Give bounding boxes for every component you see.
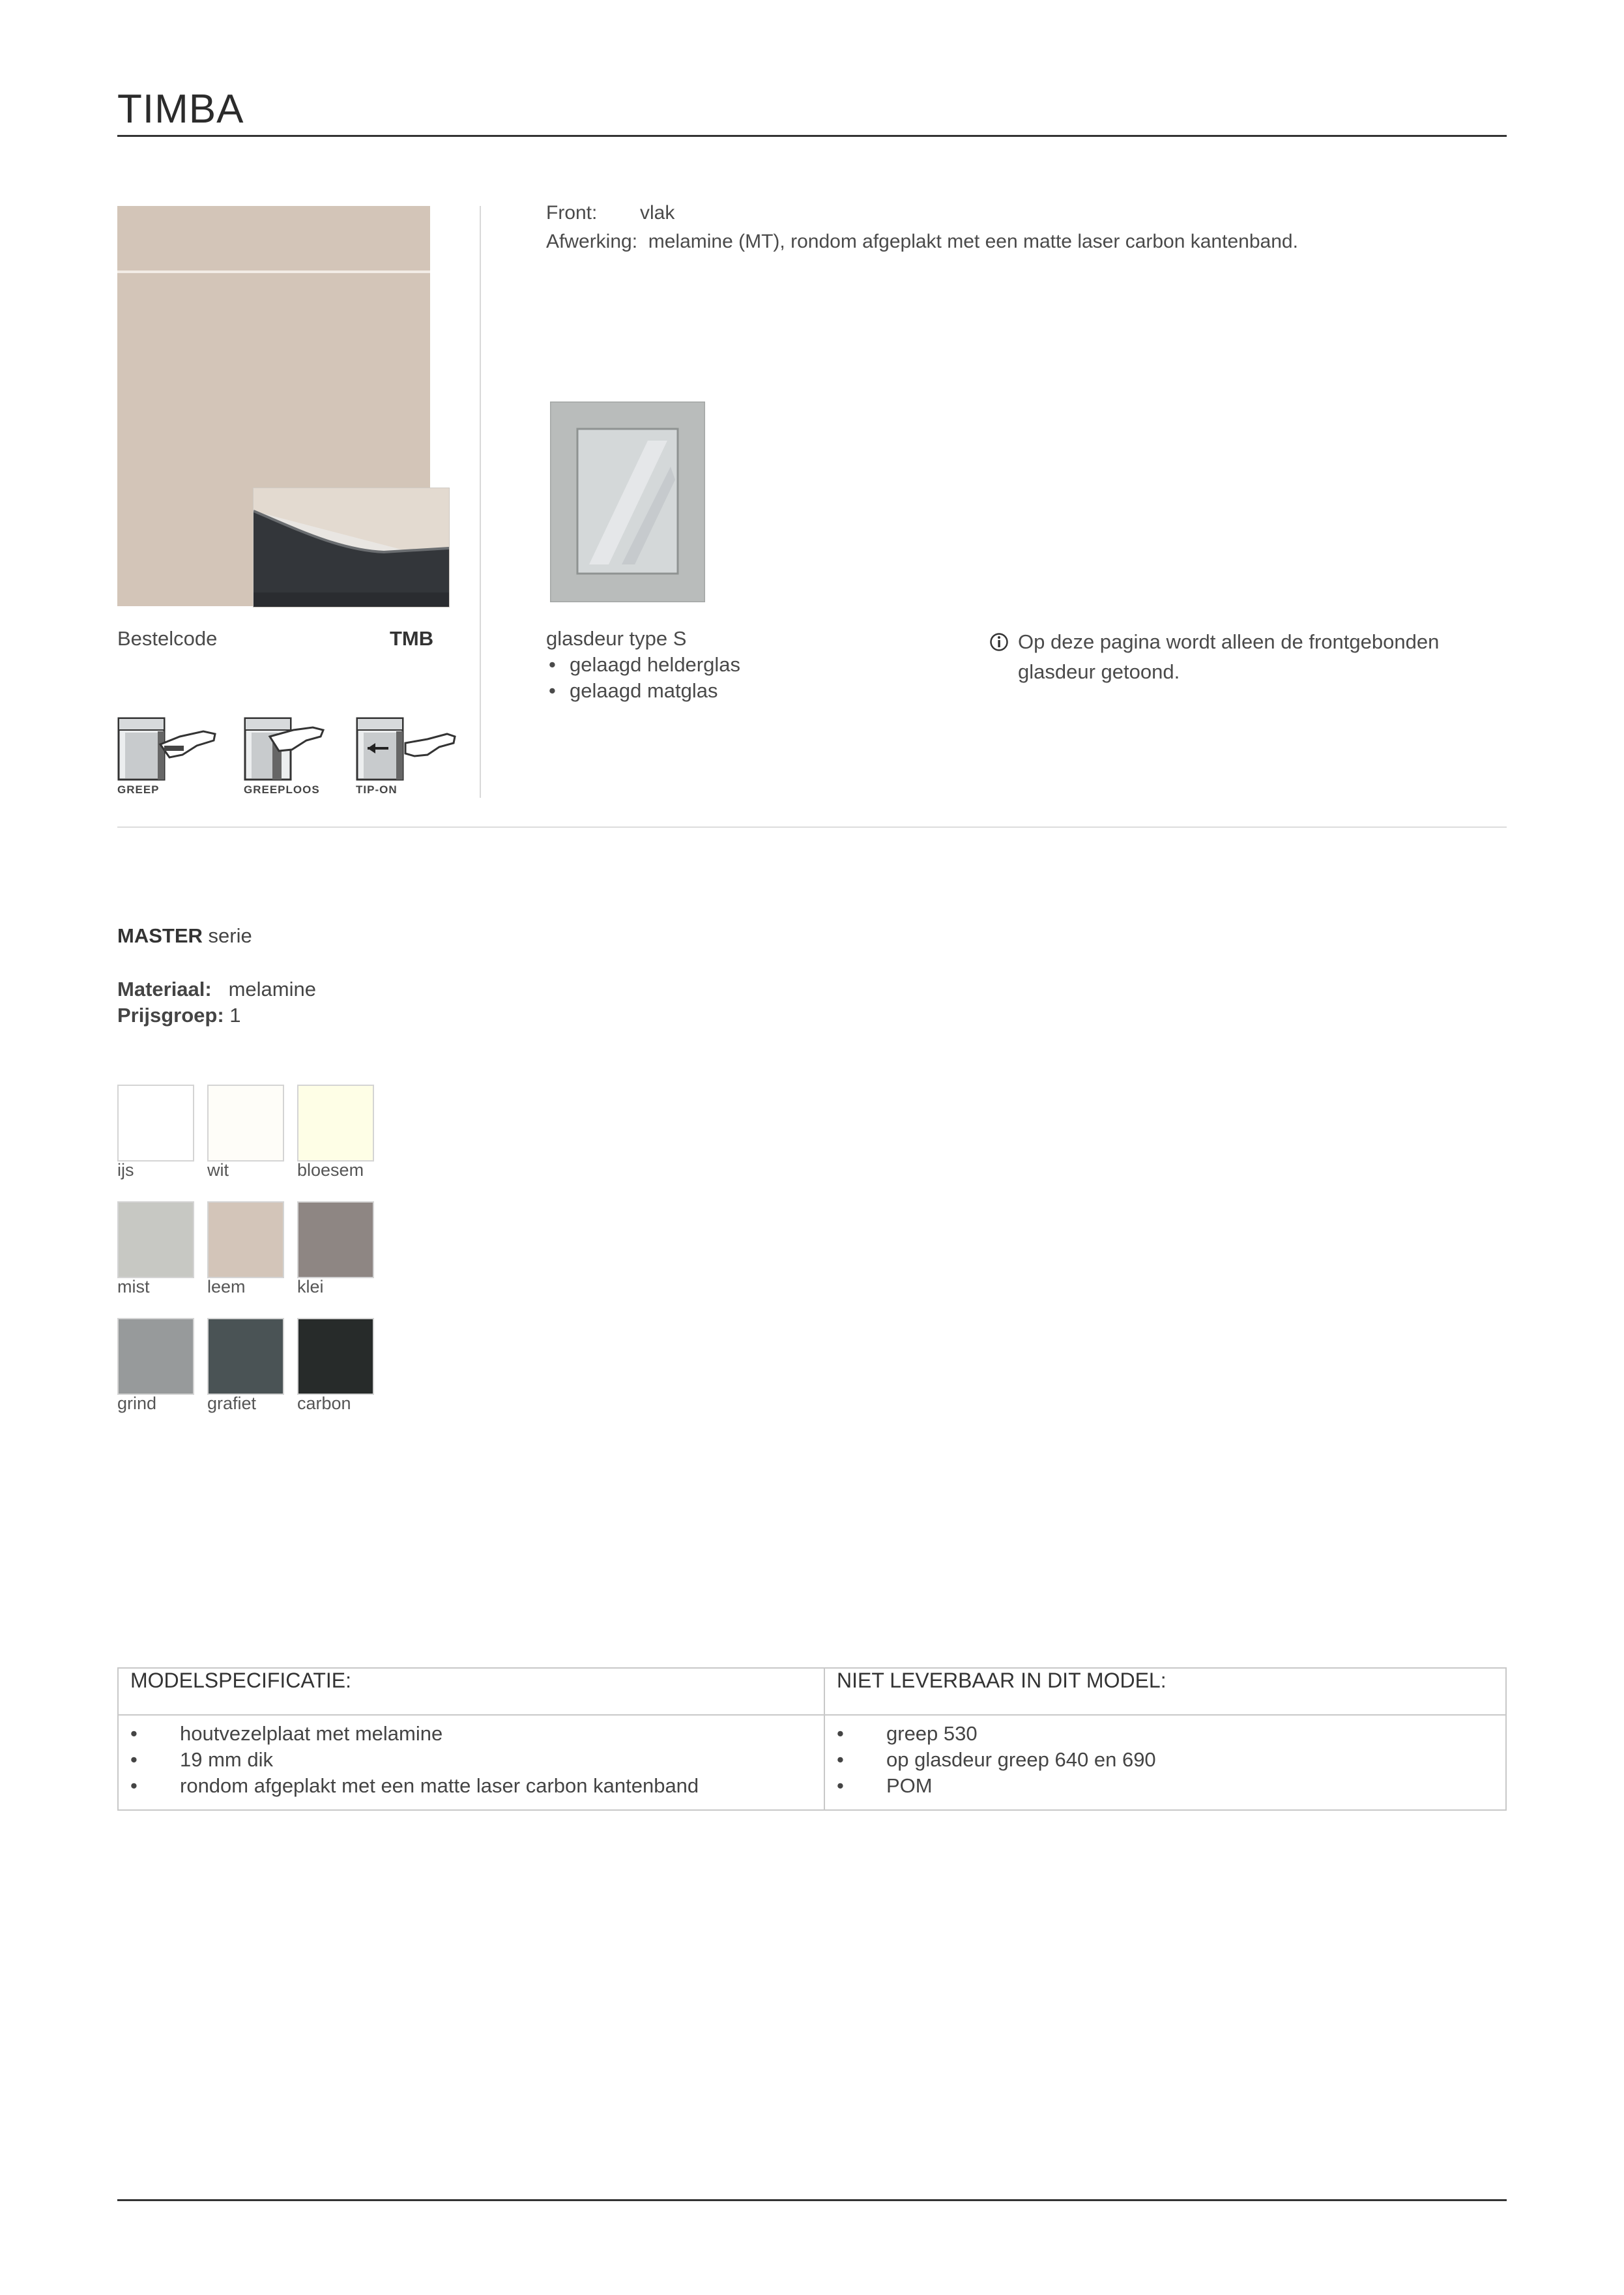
front-sample-groove	[117, 270, 430, 273]
finish-spec	[546, 231, 1298, 253]
color-swatch-label: grafiet	[207, 1394, 257, 1413]
finish-key: Afwerking:	[546, 231, 638, 252]
color-swatch-label: grind	[117, 1394, 157, 1413]
color-swatch-klei	[297, 1201, 374, 1278]
color-swatch-label: mist	[117, 1277, 150, 1296]
color-swatch-grind	[117, 1318, 194, 1395]
color-swatch-ijs	[117, 1085, 194, 1162]
color-swatch-label: ijs	[117, 1160, 134, 1180]
color-swatch-label: leem	[207, 1277, 246, 1296]
price-group-value: 1	[229, 1004, 241, 1027]
not-available-cell	[824, 1715, 1506, 1810]
glass-door-image	[550, 402, 705, 602]
not-available-item: • POM	[825, 1774, 1505, 1800]
color-swatch-label: wit	[207, 1160, 229, 1180]
not-available-item: • op glasdeur greep 640 en 690	[825, 1748, 1505, 1774]
model-spec-item: • rondom afgeplakt met een matte laser carbon kantenband	[119, 1774, 824, 1800]
color-swatch-label: bloesem	[297, 1160, 364, 1180]
info-icon	[989, 632, 1009, 652]
handle-greeploos-label: GREEPLOOS	[244, 783, 320, 796]
glass-option: • gelaagd matglas	[546, 679, 740, 705]
price-group-line	[117, 1004, 241, 1027]
color-swatch-mist	[117, 1201, 194, 1278]
footer-rule	[117, 2199, 1507, 2201]
handle-tip-on-label: TIP-ON	[356, 783, 398, 796]
handle-greeploos-icon	[244, 717, 348, 789]
price-group-key: Prijsgroep:	[117, 1004, 224, 1027]
model-spec-item: • houtvezelplaat met melamine	[119, 1722, 824, 1748]
column-separator	[480, 206, 481, 798]
header-rule	[117, 135, 1507, 137]
material-value: melamine	[228, 978, 316, 1001]
color-swatch-grafiet	[207, 1318, 284, 1395]
model-spec-item: • 19 mm dik	[119, 1748, 824, 1774]
color-swatch-wit	[207, 1085, 284, 1162]
section-divider	[117, 826, 1507, 828]
color-swatch-label: carbon	[297, 1394, 351, 1413]
series-suffix: serie	[208, 924, 252, 947]
color-swatch-bloesem	[297, 1085, 374, 1162]
front-key: Front:	[546, 202, 598, 224]
color-swatch-leem	[207, 1201, 284, 1278]
model-spec-header: MODELSPECIFICATIE:	[118, 1668, 824, 1715]
order-code-label: Bestelcode	[117, 627, 218, 650]
series-name: MASTER	[117, 924, 203, 947]
glass-option: • gelaagd helderglas	[546, 653, 740, 679]
front-value: vlak	[640, 202, 675, 224]
color-swatch-carbon	[297, 1318, 374, 1395]
model-spec-cell	[118, 1715, 824, 1810]
material-line	[117, 978, 316, 1001]
page-title: TIMBA	[117, 87, 244, 132]
not-available-header: NIET LEVERBAAR IN DIT MODEL:	[824, 1668, 1506, 1715]
finish-value: melamine (MT), rondom afgeplakt met een matte laser carbon kantenband.	[648, 231, 1298, 252]
handle-greep-icon	[117, 717, 222, 789]
edge-band-detail-image	[253, 488, 450, 607]
handle-tip-on-icon	[356, 717, 460, 789]
series-title	[117, 924, 252, 948]
order-code-value: TMB	[390, 627, 434, 650]
front-spec	[546, 202, 674, 224]
glass-options-list	[546, 653, 740, 705]
handle-greep-label: GREEP	[117, 783, 160, 796]
material-key: Materiaal:	[117, 978, 212, 1001]
not-available-item: • greep 530	[825, 1722, 1505, 1748]
glass-door-title: glasdeur type S	[546, 627, 687, 650]
info-note: Op deze pagina wordt alleen de frontgebonden glasdeur getoond.	[1018, 630, 1440, 683]
model-spec-table	[117, 1667, 1507, 1811]
color-swatch-label: klei	[297, 1277, 324, 1296]
